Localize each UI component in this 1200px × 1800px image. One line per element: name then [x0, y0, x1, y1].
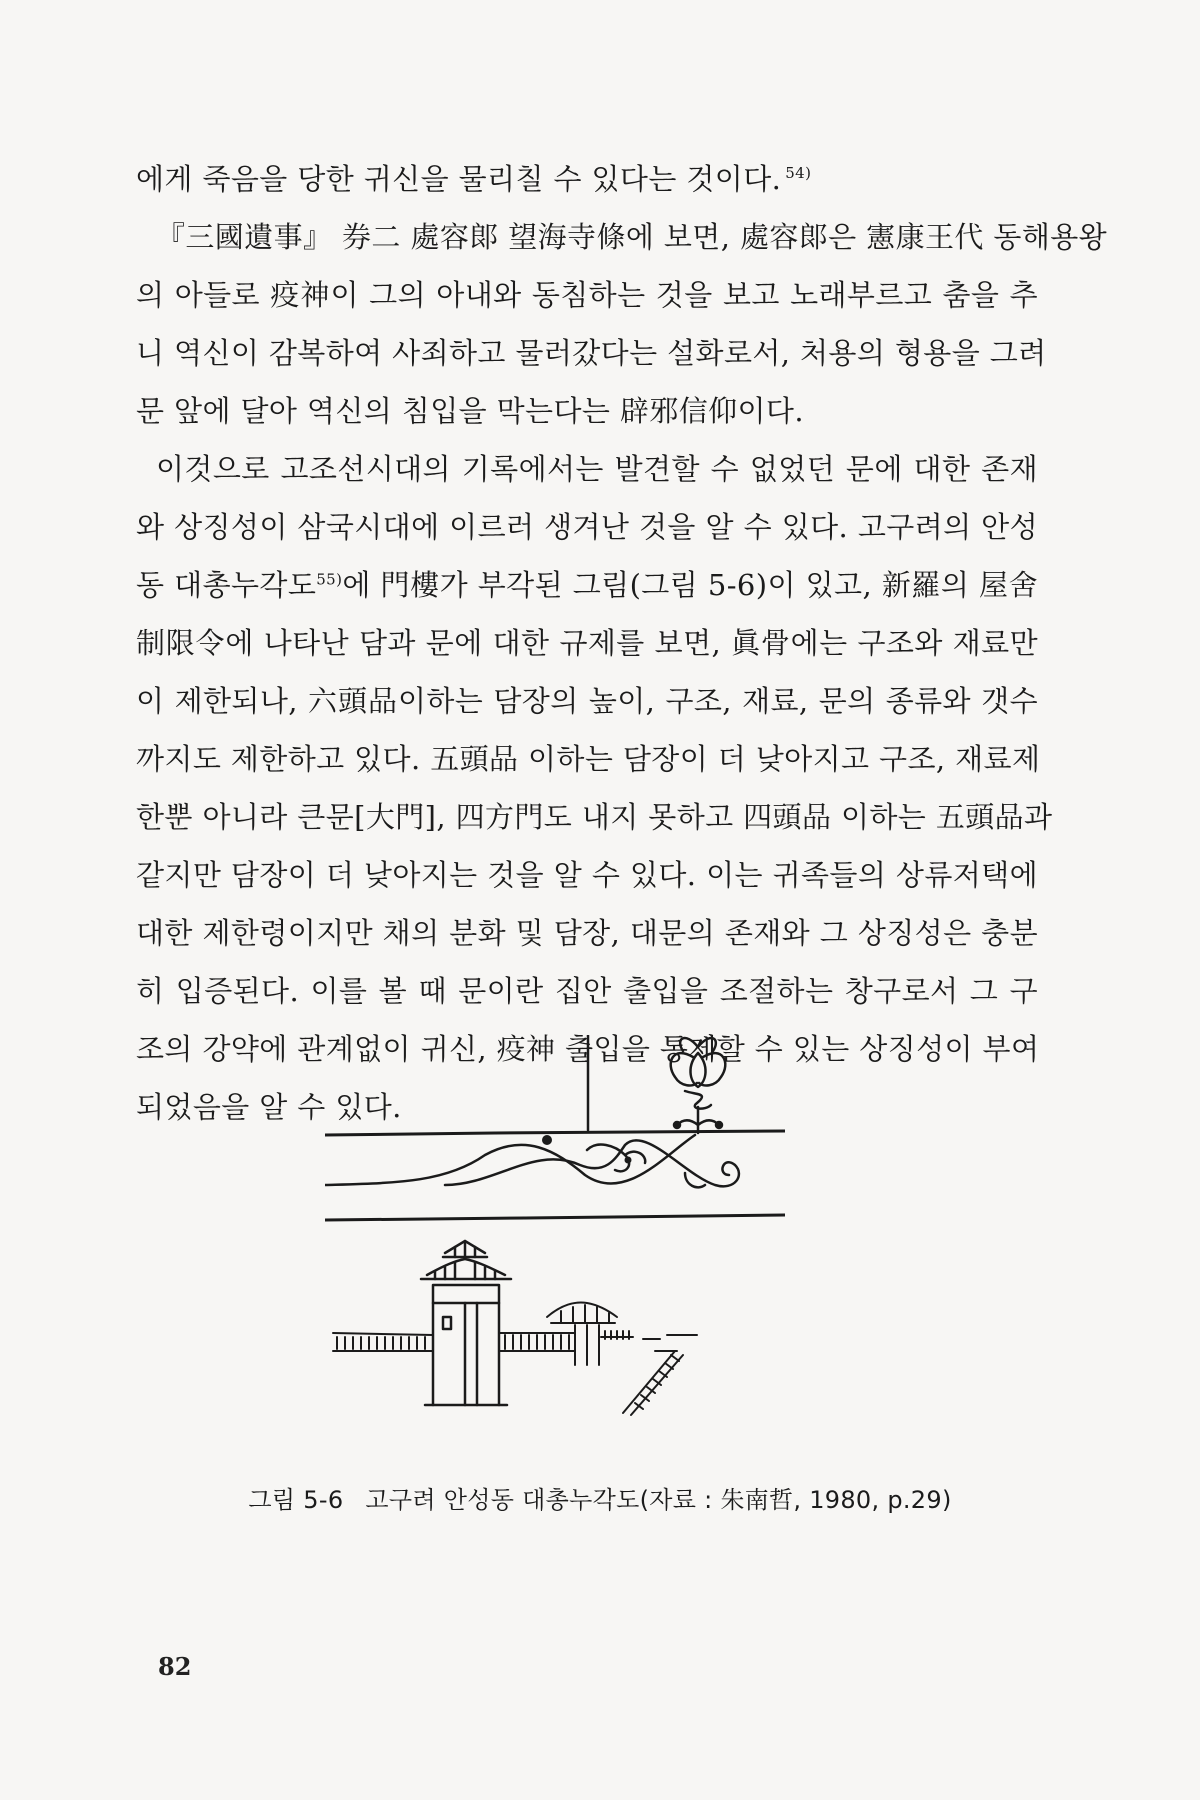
text-line: 대한 제한령이지만 채의 분화 및 담장, 대문의 존재와 그 상징성은 충분 — [136, 916, 1038, 950]
text-line: 같지만 담장이 더 낮아지는 것을 알 수 있다. 이는 귀족들의 상류저택에 — [136, 858, 1038, 892]
diagonal-stair — [623, 1351, 683, 1415]
footnote-marker: 55) — [316, 570, 343, 589]
text-line: 니 역신이 감복하여 사죄하고 물러갔다는 설화로서, 처용의 형용을 그려 — [136, 336, 1047, 370]
figure-number: 그림 5-6 — [248, 1486, 344, 1514]
lotus-ornament — [671, 1038, 726, 1133]
text-line: 문 앞에 달아 역신의 침입을 막는다는 辟邪信仰이다. — [136, 394, 804, 428]
gate-tower-drawing — [325, 1035, 785, 1450]
text-line: 이것으로 고조선시대의 기록에서는 발견할 수 없었던 문에 대한 존재 — [156, 452, 1038, 486]
text-line: 까지도 제한하고 있다. 五頭品 이하는 담장이 더 낮아지고 구조, 재료제 — [136, 742, 1041, 776]
left-wall — [333, 1333, 433, 1351]
body-text — [136, 150, 1108, 1136]
text-line: 조의 강약에 관계없이 귀신, 疫神 출입을 통제할 수 있는 상징성이 부여 — [136, 1032, 1040, 1066]
page-number: 82 — [158, 1652, 192, 1681]
line-text: 동 대총누각도 — [136, 568, 317, 602]
text-line: 되었음을 알 수 있다. — [136, 1090, 402, 1124]
text-line — [136, 150, 1038, 208]
figure-caption-text: 고구려 안성동 대총누각도(자료 : 朱南哲, 1980, p.29) — [365, 1486, 952, 1514]
text-line: 한뿐 아니라 큰문[大門], 四方門도 내지 못하고 四頭品 이하는 五頭品과 — [136, 800, 1053, 834]
text-line: 와 상징성이 삼국시대에 이르러 생겨난 것을 알 수 있다. 고구려의 안성 — [136, 510, 1038, 544]
gate-tower — [421, 1241, 511, 1405]
text-line: 制限令에 나타난 담과 문에 대한 규제를 보면, 眞骨에는 구조와 재료만 — [136, 626, 1038, 660]
text-line: 이 제한되나, 六頭品이하는 담장의 높이, 구조, 재료, 문의 종류와 갯수 — [136, 684, 1038, 718]
wave-band — [325, 1135, 739, 1187]
text-line — [136, 556, 1038, 614]
text-line: 히 입증된다. 이를 볼 때 문이란 집안 출입을 조절하는 창구로서 그 구 — [136, 974, 1038, 1008]
figure-caption — [0, 1480, 1200, 1515]
line-text: 에게 죽음을 당한 귀신을 물리칠 수 있다는 것이다. — [136, 162, 782, 196]
line-text: 에 門樓가 부각된 그림(그림 5-6)이 있고, 新羅의 屋舍 — [342, 568, 1038, 602]
mural-figure — [325, 1035, 785, 1450]
footnote-marker: 54) — [785, 164, 812, 183]
text-line: 『三國遺事』 券二 處容郞 望海寺條에 보면, 處容郞은 憲康王代 동해용왕 — [156, 220, 1108, 254]
right-wall — [499, 1303, 697, 1365]
text-line: 의 아들로 疫神이 그의 아내와 동침하는 것을 보고 노래부르고 춤을 추 — [136, 278, 1038, 312]
